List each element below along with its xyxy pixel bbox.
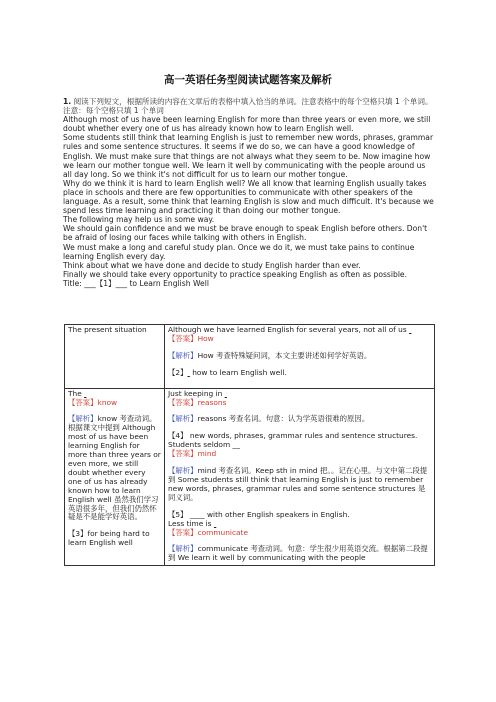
- cell-text: Although we have learned English for several years, not all of us: [168, 325, 407, 334]
- explanation-tag: 【解析】: [168, 414, 198, 424]
- question-number: 1.: [63, 97, 72, 106]
- cell-text: Less time is: [168, 518, 212, 528]
- explanation-tag: 【解析】: [68, 414, 98, 424]
- passage-paragraph: Think about what we have done and decide to study English harder than ever.: [63, 260, 361, 270]
- table-cell-detail: [165, 325, 435, 389]
- explanation-tag: 【解析】: [168, 466, 198, 476]
- cell-text: how to learn English well.: [192, 367, 287, 377]
- item-number: 【4】: [168, 431, 188, 441]
- answer-text: 【答案】How: [168, 333, 214, 343]
- cell-text: for being hard to learn English well: [68, 529, 150, 548]
- explanation-text: reasons 考查名词。句意：认为学英语很难的原因。: [197, 414, 370, 424]
- item-number: 【3】: [68, 529, 88, 539]
- item-number: 【5】: [168, 509, 188, 519]
- cell-text: Students seldom __: [168, 440, 240, 450]
- row-label: The: [68, 388, 82, 398]
- explanation-text: know 考查动词。根据课文中提到 Although most of us have been learning English for more than three years or even more, we still doubt whether every one of us has already known how to learn English well 虽然我们学习英语很多年，但我们仍然怀疑是不是能学好英语。: [68, 414, 161, 522]
- question-instruction: [63, 97, 435, 106]
- answer-table: [64, 324, 435, 566]
- passage-paragraph: Although most of us have been learning English for more than three years or even more, we still doubt whether every one of us has already known how to learn English well.: [63, 115, 431, 134]
- passage-paragraph: The following may help us in some way.: [63, 215, 215, 225]
- passage-paragraph: Why do we think it is hard to learn English well? We all know that learning English usually takes place in schools and there are few opportunities to communicate with other speakers of the language. As a result, some think that learning English is slow and much difficult. It's because we spend less time learning and practicing it than doing our mother tongue.: [63, 178, 434, 216]
- explanation-tag: 【解析】: [168, 544, 198, 554]
- row-label: The present situation: [68, 325, 147, 334]
- answer-text: 【答案】communicate: [168, 527, 249, 537]
- table-cell-situation: [65, 325, 165, 389]
- cell-text: Just keeping in: [168, 388, 223, 398]
- title-line: Title: ___【1】___ to Learn English Well: [63, 278, 209, 288]
- cell-text: new words, phrases, grammar rules and sentence structures.: [189, 431, 418, 441]
- answer-text: 【答案】know: [68, 397, 118, 407]
- instruction-text: 阅读下列短文，根据所读的内容在文章后的表格中填入恰当的单词。注意表格中的每个空格只填 1 个单词。: [73, 97, 433, 106]
- passage-paragraph: Some students still think that learning English is just to remember new words, phrases, grammar rules and some sentence structures. It seems if we do so, we can have a good knowledge of English. We must make sure that things are not always what they seem to be. Now imagine how we learn our mother tongue well. We learn it well by communicating with the people around us all day long. So we think it's not difficult for us to learn our mother tongue.: [63, 133, 434, 179]
- explanation-text: communicate 考查动词。句意：学生很少用英语交流。根据第二段提到 We learn it well by communicating with the people: [168, 544, 428, 563]
- explanation-text: How 考查特殊疑问词，本文主要讲述如何学好英语。: [197, 350, 372, 360]
- passage-paragraph: We should gain confidence and we must be brave enough to speak English before others. Don't be afraid of losing our faces while talking with others in English.: [63, 224, 428, 243]
- table-cell-detail: [165, 388, 435, 566]
- passage-paragraph: Finally we should take every opportunity to practice speaking English as often as possible.: [63, 269, 408, 279]
- answer-text: 【答案】reasons: [168, 397, 227, 407]
- explanation-text: mind 考查名词。Keep sth in mind 把。。记在心里。与文中第二段提到 Some students still think that learning English is just to remember new words, phrases, grammar rules and some sentence structures 是同义词。: [168, 466, 428, 502]
- item-number: 【2】: [168, 367, 188, 377]
- table-cell-situation: [65, 388, 165, 566]
- note-text: 注意：每个空格只填 1 个单词: [63, 106, 164, 116]
- cell-text: ____ with other English speakers in English.: [189, 509, 350, 519]
- document-title: 高一英语任务型阅读试题答案及解析: [164, 74, 332, 86]
- explanation-tag: 【解析】: [168, 350, 198, 360]
- passage-paragraph: We must make a long and careful study plan. Once we do it, we must take pains to continue learning English every day.: [63, 242, 415, 261]
- table-row: [65, 388, 435, 566]
- table-row: [65, 325, 435, 389]
- question-body: [63, 97, 435, 288]
- answer-text: 【答案】mind: [168, 449, 217, 459]
